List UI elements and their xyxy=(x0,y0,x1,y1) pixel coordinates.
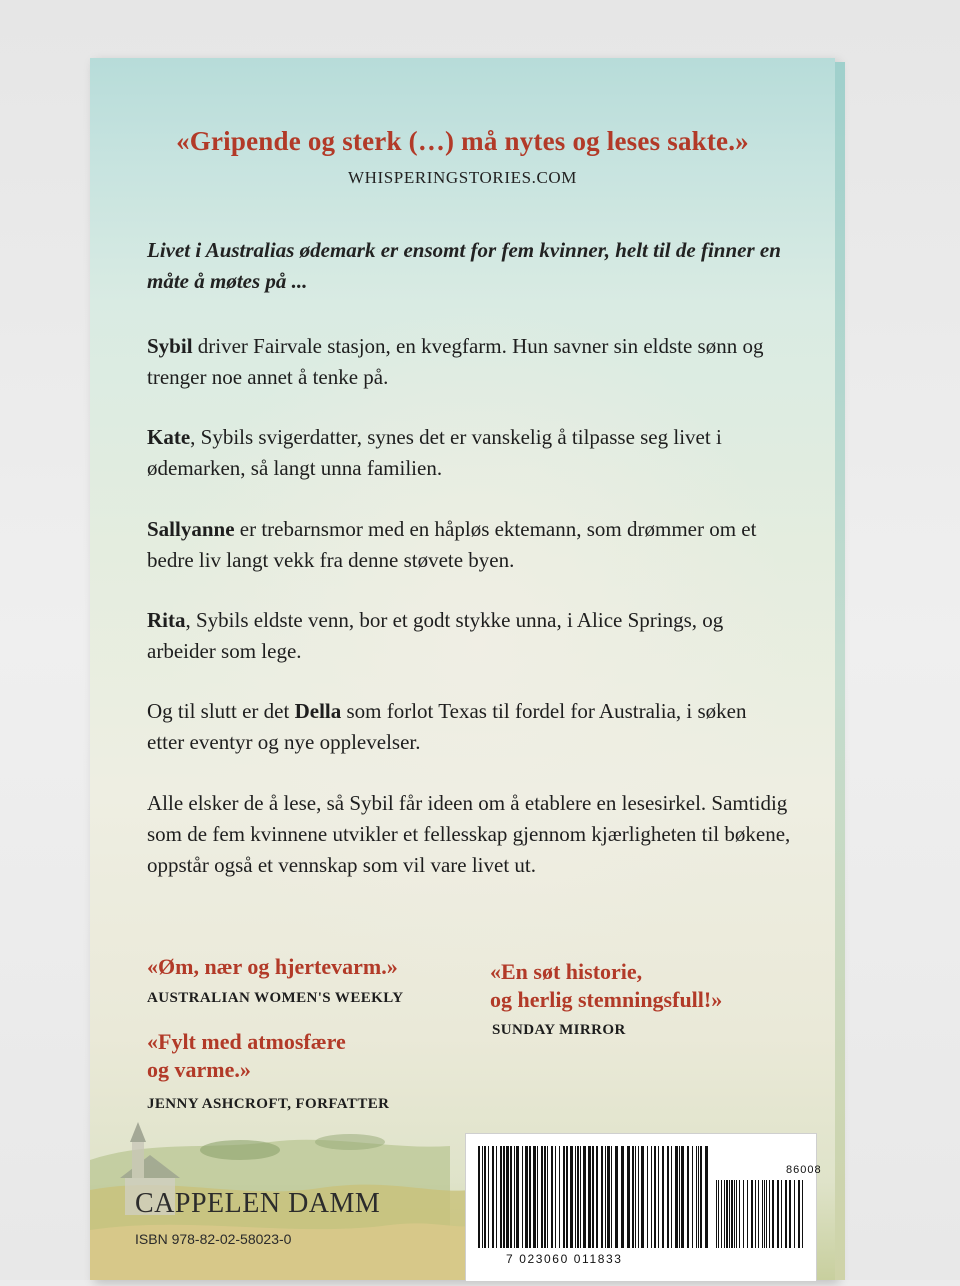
barcode-addon-number: 86008 xyxy=(786,1164,822,1176)
paragraph-text: , Sybils svigerdatter, synes det er vanskelig å tilpasse seg livet i ødemarken, så langt unna familien. xyxy=(147,425,722,480)
paragraph-closing: Alle elsker de å lese, så Sybil får ideen om å etablere en lesesirkel. Samtidig som de fem kvinnene utvikler et fellesskap gjennom kjærligheten til bøkene, oppstår også et vennskap som vil vare livet ut. xyxy=(147,791,791,877)
review-quote-line: «En søt historie, xyxy=(490,959,643,984)
paragraph-text: Og til slutt er det xyxy=(147,699,295,723)
intro-text: Livet i Australias ødemark er ensomt for fem kvinner, helt til de finner en måte å møtes på ... xyxy=(147,238,781,293)
paragraph-text: driver Fairvale stasjon, en kvegfarm. Hun savner sin eldste sønn og trenger noe annet å tenke på. xyxy=(147,334,764,389)
review-quote-line: og herlig stemningsfull!» xyxy=(490,987,723,1012)
review-quote-2 xyxy=(147,1028,346,1084)
paragraph-kate xyxy=(147,422,797,484)
review-quote-line: «Fylt med atmosfære xyxy=(147,1029,346,1054)
paragraph-text: er trebarnsmor med en håpløs ektemann, som drømmer om et bedre liv langt vekk fra denne støvete byen. xyxy=(147,517,757,572)
paragraph-della xyxy=(147,696,787,758)
publisher-logo: CAPPELEN DAMM xyxy=(135,1188,381,1219)
barcode-number: 7 023060 011833 xyxy=(506,1252,623,1266)
character-name: Sybil xyxy=(147,334,193,358)
paragraph-rita xyxy=(147,605,797,667)
isbn-text: ISBN 978-82-02-58023-0 xyxy=(135,1231,292,1247)
top-review-source: WHISPERINGSTORIES.COM xyxy=(347,168,578,187)
character-name: Rita xyxy=(147,608,186,632)
character-name: Kate xyxy=(147,425,191,449)
book-back-cover xyxy=(90,58,835,1280)
paragraph-text: , Sybils eldste venn, bor et godt stykke unna, i Alice Springs, og arbeider som lege. xyxy=(147,608,724,663)
paragraph-sybil xyxy=(147,331,797,393)
character-name: Sallyanne xyxy=(147,517,235,541)
review-quote-line: og varme.» xyxy=(147,1057,251,1082)
review-source-2: JENNY ASHCROFT, FORFATTER xyxy=(147,1096,390,1112)
review-source-1: AUSTRALIAN WOMEN'S WEEKLY xyxy=(147,990,404,1006)
review-quote-1 xyxy=(147,953,398,981)
review-quote-line: «Øm, nær og hjertevarm.» xyxy=(147,954,398,979)
paragraph-text: som forlot Texas til fordel for Australia, i søken etter eventyr og nye opplevelser. xyxy=(147,699,747,754)
review-source-3: SUNDAY MIRROR xyxy=(492,1022,626,1038)
character-name: Della xyxy=(294,699,342,723)
top-review-quote: «Gripende og sterk (…) må nytes og leses sakte.» xyxy=(176,126,749,156)
paragraph-sallyanne xyxy=(147,514,797,576)
review-quote-3 xyxy=(490,958,722,1014)
barcode-label xyxy=(465,1133,822,1282)
